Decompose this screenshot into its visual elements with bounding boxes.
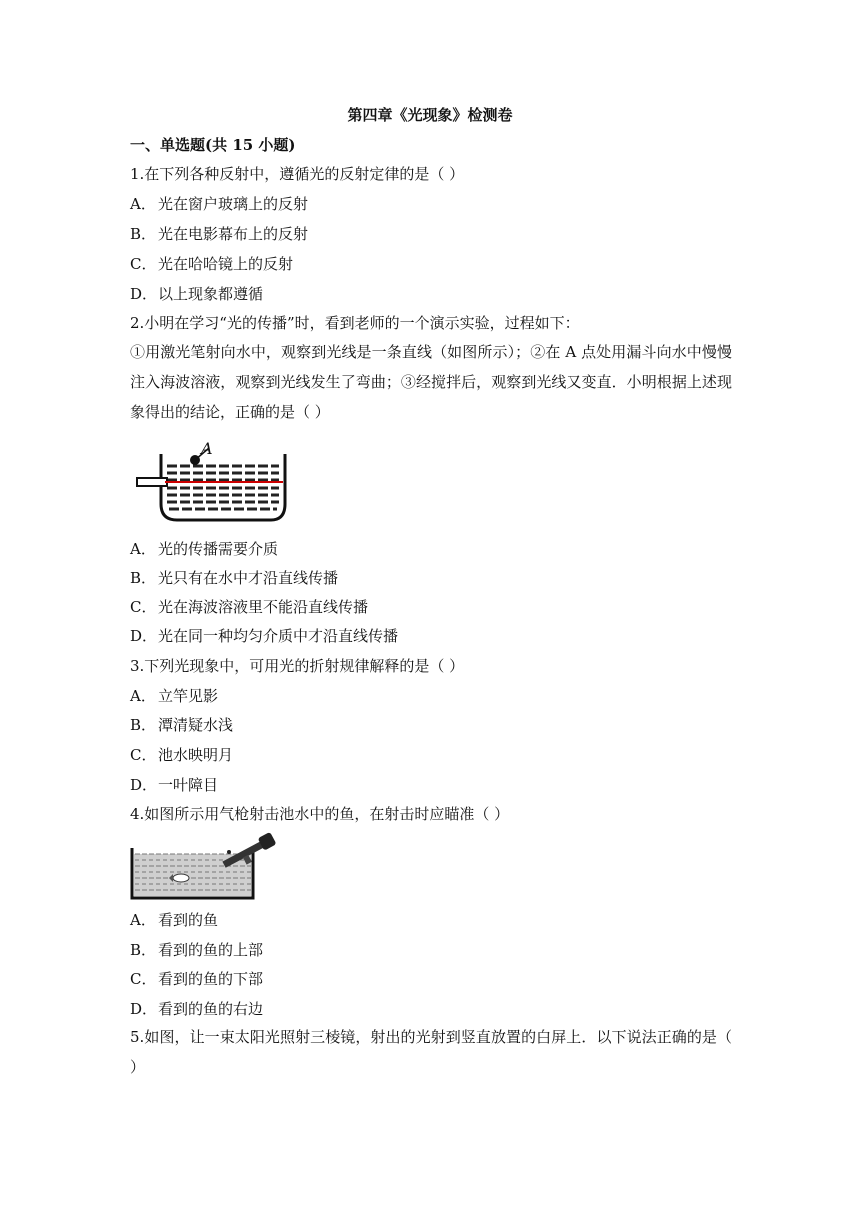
q3-option-d (130, 775, 218, 795)
option-text: 以上现象都遵循 (158, 285, 264, 303)
q3-option-b (130, 715, 233, 735)
option-text: 看到的鱼 (158, 911, 219, 929)
fish-shooting-figure (129, 832, 279, 902)
option-text: 光在电影幕布上的反射 (158, 225, 309, 243)
q1-stem: 1.在下列各种反射中，遵循光的反射定律的是（ ） (130, 165, 465, 183)
q2-stem: 2.小明在学习“光的传播”时，看到老师的一个演示实验，过程如下： (130, 314, 580, 332)
option-letter: D． (130, 776, 158, 794)
q1-option-d (130, 284, 263, 304)
q3-option-a (130, 686, 218, 706)
option-letter: A． (130, 911, 156, 929)
option-text: 一叶障目 (158, 776, 219, 794)
q2-option-b (130, 568, 338, 588)
q4-option-d (130, 999, 263, 1019)
laser-tank-figure (135, 440, 287, 522)
q4-stem: 4.如图所示用气枪射击池水中的鱼，在射击时应瞄准（ ） (130, 805, 510, 823)
option-letter: A． (130, 540, 156, 558)
option-letter: A． (130, 687, 156, 705)
q4-option-c (130, 969, 263, 989)
option-letter: C． (130, 746, 157, 764)
option-text: 光在同一种均匀介质中才沿直线传播 (158, 627, 399, 645)
option-letter: C． (130, 255, 157, 273)
option-text: 池水映明月 (158, 746, 234, 764)
option-text: 立竿见影 (158, 687, 219, 705)
option-letter: D． (130, 285, 158, 303)
q4-option-a (130, 910, 218, 930)
q3-option-c (130, 745, 233, 765)
q2-option-d (130, 626, 398, 646)
option-text: 看到的鱼的上部 (158, 941, 264, 959)
q2-option-c (130, 597, 368, 617)
option-letter: B． (130, 716, 157, 734)
option-text: 看到的鱼的右边 (158, 1000, 264, 1018)
option-text: 看到的鱼的下部 (158, 970, 264, 988)
q1-option-c (130, 254, 293, 274)
q2-option-a (130, 539, 278, 559)
q1-option-b (130, 224, 308, 244)
q3-stem: 3.下列光现象中，可用光的折射规律解释的是（ ） (130, 657, 465, 675)
option-text: 光在哈哈镜上的反射 (158, 255, 294, 273)
option-text: 潭清疑水浅 (158, 716, 234, 734)
option-letter: B． (130, 569, 157, 587)
option-text: 光在海波溶液里不能沿直线传播 (158, 598, 369, 616)
option-letter: D． (130, 1000, 158, 1018)
q1-option-a (130, 194, 308, 214)
q4-option-b (130, 940, 263, 960)
option-letter: C． (130, 970, 157, 988)
point-a-label: A (201, 440, 213, 458)
option-text: 光的传播需要介质 (158, 540, 279, 558)
option-letter: C． (130, 598, 157, 616)
option-letter: A． (130, 195, 156, 213)
option-text: 光只有在水中才沿直线传播 (158, 569, 339, 587)
option-letter: B． (130, 225, 157, 243)
option-text: 光在窗户玻璃上的反射 (158, 195, 309, 213)
page-title: 第四章《光现象》检测卷 (347, 106, 513, 124)
option-letter: D． (130, 627, 158, 645)
section-heading: 一、单选题(共 15 小题) (130, 136, 296, 154)
q2-body: ①用激光笔射向水中，观察到光线是一条直线（如图所示）；②在 A 点处用漏斗向水中慢慢注入海波溶液，观察到光线发生了弯曲；③经搅拌后，观察到光线又变直．小明根据上述现象得出的结论，正确的是（ ） (130, 343, 732, 421)
q5-stem: 5.如图，让一束太阳光照射三棱镜，射出的光射到竖直放置的白屏上．以下说法正确的是（ ） (130, 1028, 732, 1076)
option-letter: B． (130, 941, 157, 959)
